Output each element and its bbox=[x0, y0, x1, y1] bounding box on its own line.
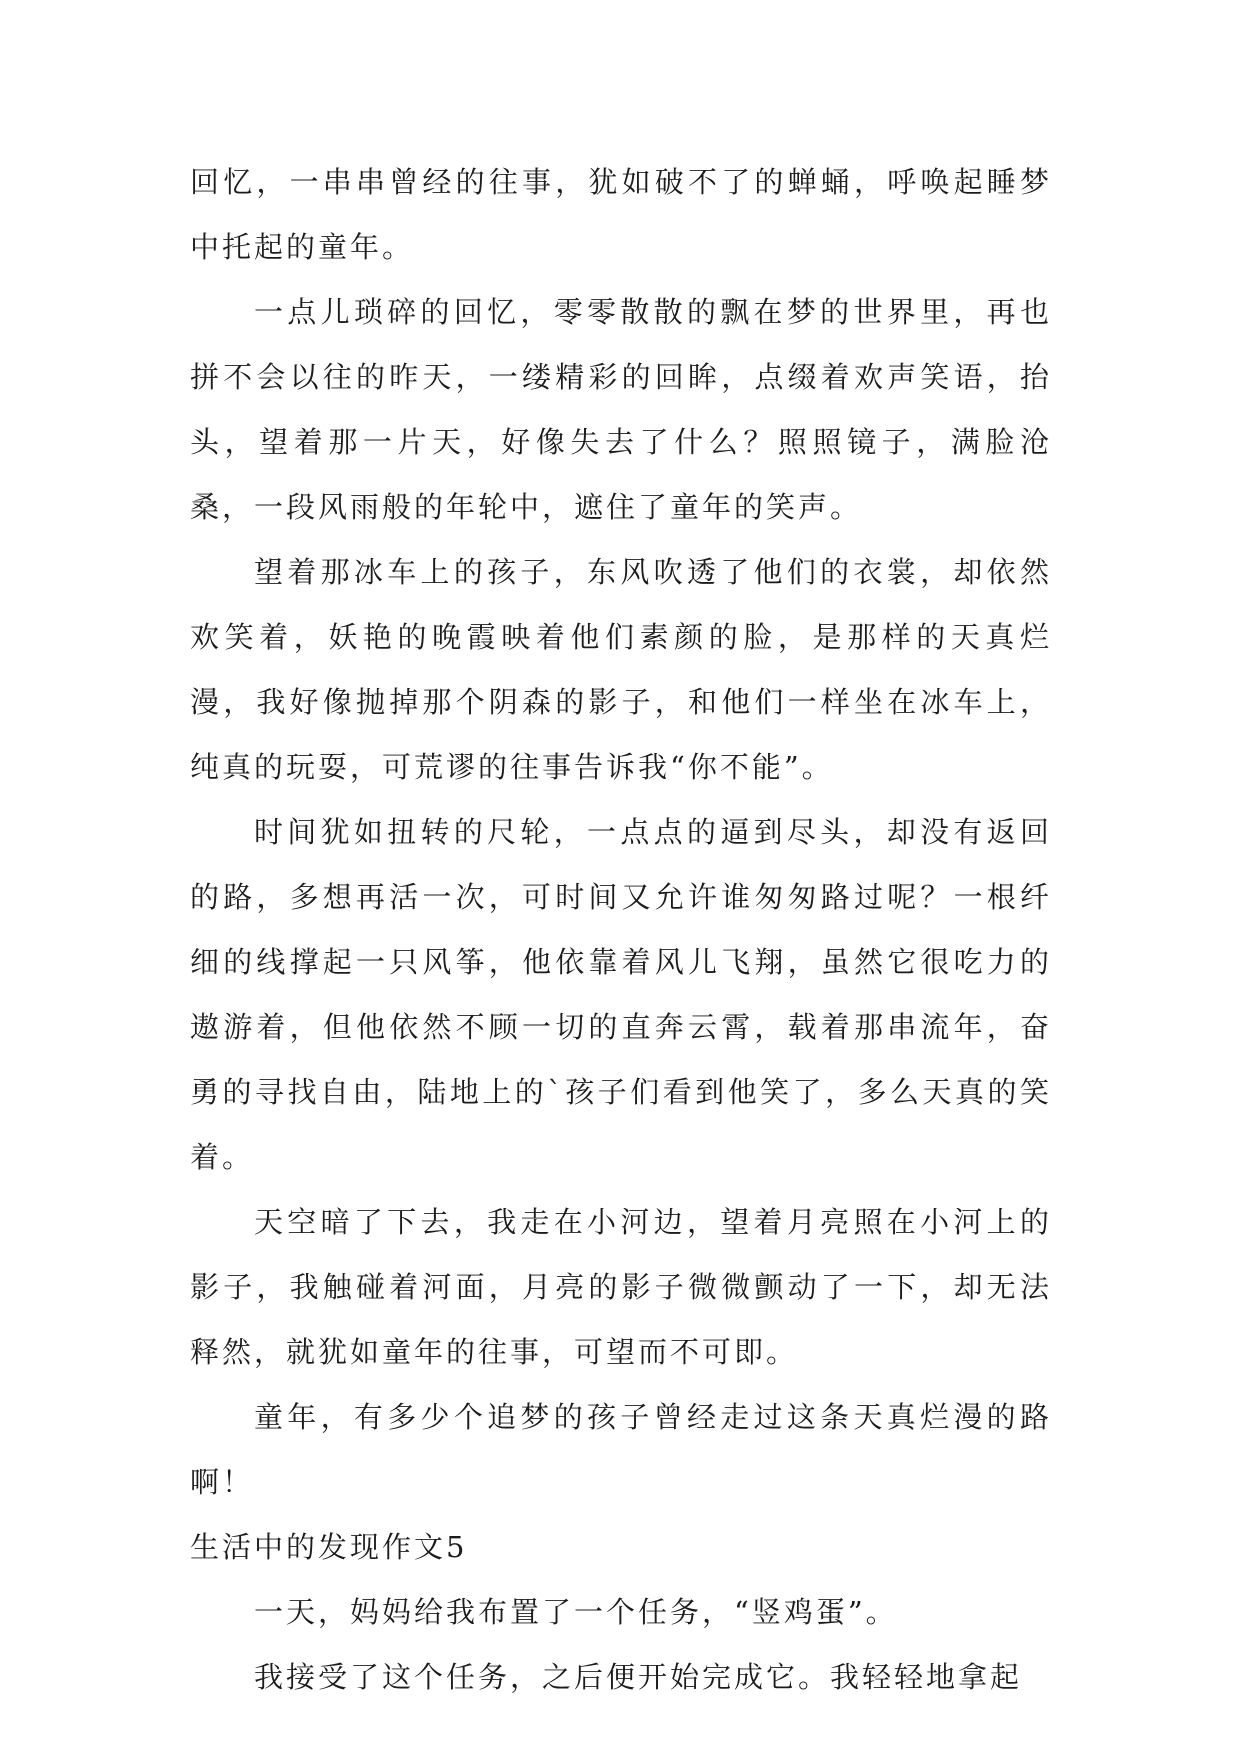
section-heading: 生活中的发现作文5 bbox=[190, 1530, 468, 1564]
section-paragraph-2: 我接受了这个任务，之后便开始完成它。我轻轻地拿起 bbox=[254, 1660, 1023, 1694]
section-paragraph-1: 一天，妈妈给我布置了一个任务，“竖鸡蛋”。 bbox=[254, 1595, 898, 1629]
document-page bbox=[190, 150, 1052, 1710]
paragraph-6: 童年，有多少个追梦的孩子曾经走过这条天真烂漫的路啊！ bbox=[190, 1400, 1052, 1499]
paragraph-4: 时间犹如扭转的尺轮，一点点的逼到尽头，却没有返回的路，多想再活一次，可时间又允许谁匆匆路过呢？一根纤细的线撑起一只风筝，他依靠着风儿飞翔，虽然它很吃力的遨游着，但他依然不顾一切的直奔云霄，载着那串流年，奋勇的寻找自由，陆地上的`孩子们看到他笑了，多么天真的笑着。 bbox=[190, 815, 1052, 1174]
paragraph-1: 回忆，一串串曾经的往事，犹如破不了的蝉蛹，呼唤起睡梦中托起的童年。 bbox=[190, 165, 1052, 264]
paragraph-2: 一点儿琐碎的回忆，零零散散的飘在梦的世界里，再也拼不会以往的昨天，一缕精彩的回眸，点缀着欢声笑语，抬头，望着那一片天，好像失去了什么？照照镜子，满脸沧桑，一段风雨般的年轮中，遮住了童年的笑声。 bbox=[190, 295, 1052, 524]
paragraph-3: 望着那冰车上的孩子，东风吹透了他们的衣裳，却依然欢笑着，妖艳的晚霞映着他们素颜的脸，是那样的天真烂漫，我好像抛掉那个阴森的影子，和他们一样坐在冰车上，纯真的玩耍，可荒谬的往事告诉我“你不能”。 bbox=[190, 555, 1052, 784]
paragraph-5: 天空暗了下去，我走在小河边，望着月亮照在小河上的影子，我触碰着河面，月亮的影子微微颤动了一下，却无法释然，就犹如童年的往事，可望而不可即。 bbox=[190, 1205, 1052, 1369]
